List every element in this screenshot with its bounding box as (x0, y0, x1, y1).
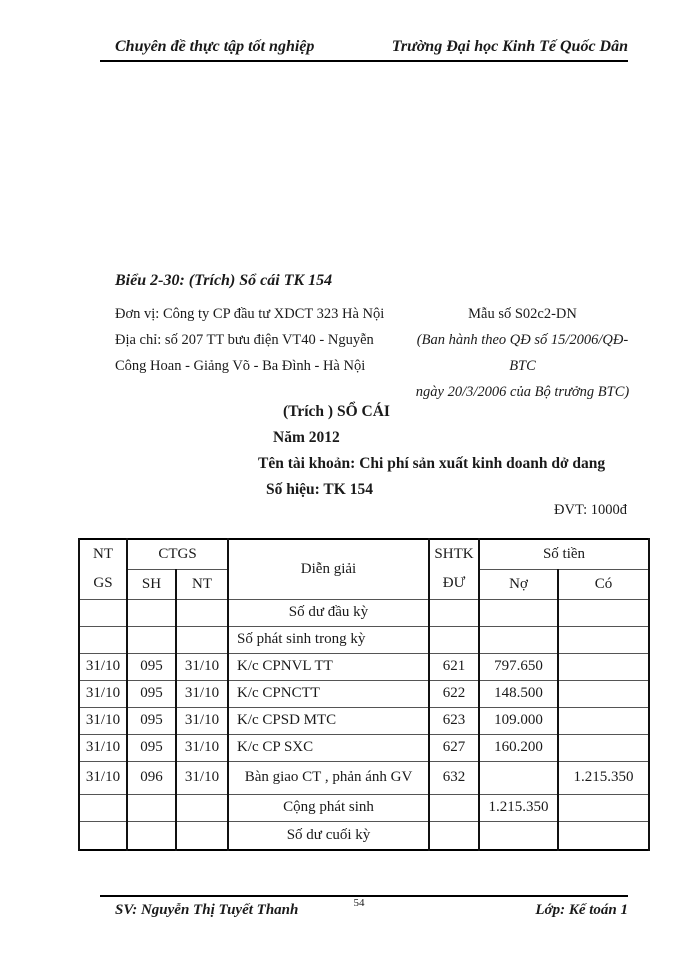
cell-shtk (429, 626, 479, 653)
company-info-block (115, 301, 640, 405)
cell-shtk: 632 (429, 761, 479, 794)
cell-sh (127, 599, 176, 626)
account-number: Số hiệu: TK 154 (266, 481, 373, 498)
running-header (115, 38, 628, 56)
table-row (79, 707, 649, 734)
cell-nt_gs: 31/10 (79, 734, 127, 761)
running-header-right: Trường Đại học Kinh Tế Quốc Dân (391, 38, 628, 55)
col-header-debit: Nợ (479, 569, 558, 599)
col-header-nt-line: NT (93, 546, 113, 563)
cell-no: 109.000 (479, 707, 558, 734)
form-number: Mẫu số S02c2-DN (468, 306, 577, 322)
company-info-left (115, 301, 405, 405)
ledger-table-body (79, 599, 649, 850)
cell-nt_gs: 31/10 (79, 680, 127, 707)
col-header-du-line: ĐƯ (442, 575, 466, 592)
col-header-shtk-line: SHTK (434, 546, 474, 563)
cell-shtk: 627 (429, 734, 479, 761)
cell-co (558, 734, 649, 761)
col-header-nt2: NT (176, 569, 228, 599)
ledger-year: Năm 2012 (273, 429, 340, 446)
cell-shtk (429, 599, 479, 626)
cell-shtk: 622 (429, 680, 479, 707)
col-header-ctgs: CTGS (127, 539, 228, 569)
account-name: Tên tài khoản: Chi phí sản xuất kinh doanh dở dang (258, 455, 606, 472)
company-address-line1: Địa chỉ: số 207 TT bưu điện VT40 - Nguyễn (115, 332, 374, 348)
cell-nt_gs (79, 794, 127, 821)
cell-shtk (429, 794, 479, 821)
cell-sh (127, 821, 176, 850)
cell-sh: 095 (127, 680, 176, 707)
page-number: 54 (353, 897, 365, 909)
unit-label: ĐVT: 1000đ (554, 502, 627, 518)
cell-co (558, 599, 649, 626)
col-header-amount: Số tiền (479, 539, 649, 569)
running-header-left: Chuyên đề thực tập tốt nghiệp (115, 38, 315, 55)
cell-nt (176, 821, 228, 850)
footer-class: Lớp: Kế toán 1 (535, 902, 628, 918)
cell-nt_gs (79, 599, 127, 626)
cell-no (479, 821, 558, 850)
cell-shtk: 623 (429, 707, 479, 734)
cell-no (479, 761, 558, 794)
cell-nt_gs: 31/10 (79, 653, 127, 680)
table-row (79, 680, 649, 707)
cell-nt: 31/10 (176, 680, 228, 707)
cell-nt (176, 599, 228, 626)
col-header-ntgs (79, 539, 127, 599)
cell-nt_gs (79, 626, 127, 653)
col-header-shtk (429, 539, 479, 599)
cell-nt: 31/10 (176, 653, 228, 680)
cell-desc: Bàn giao CT , phản ánh GV (228, 761, 429, 794)
cell-nt: 31/10 (176, 707, 228, 734)
header-rule (100, 60, 628, 62)
cell-co (558, 707, 649, 734)
cell-desc: K/c CPNCTT (228, 680, 429, 707)
cell-co (558, 653, 649, 680)
col-header-credit: Có (558, 569, 649, 599)
cell-co (558, 626, 649, 653)
cell-desc: K/c CP SXC (228, 734, 429, 761)
cell-desc: K/c CPSD MTC (228, 707, 429, 734)
col-header-description: Diễn giải (228, 539, 429, 599)
exhibit-title: Biểu 2-30: (Trích) Sổ cái TK 154 (115, 272, 333, 289)
form-issued-line1: (Ban hành theo QĐ số 15/2006/QĐ-BTC (416, 332, 629, 374)
cell-desc: Số phát sinh trong kỳ (228, 626, 429, 653)
cell-nt: 31/10 (176, 761, 228, 794)
cell-desc: K/c CPNVL TT (228, 653, 429, 680)
cell-no: 148.500 (479, 680, 558, 707)
cell-sh: 096 (127, 761, 176, 794)
cell-no (479, 599, 558, 626)
cell-co (558, 821, 649, 850)
table-row (79, 599, 649, 626)
cell-sh: 095 (127, 734, 176, 761)
ledger-table-header (79, 539, 649, 599)
cell-desc: Số dư cuối kỳ (228, 821, 429, 850)
cell-no (479, 626, 558, 653)
cell-nt (176, 626, 228, 653)
table-row (79, 653, 649, 680)
cell-co: 1.215.350 (558, 761, 649, 794)
cell-no: 1.215.350 (479, 794, 558, 821)
table-row (79, 794, 649, 821)
cell-shtk (429, 821, 479, 850)
cell-no: 797.650 (479, 653, 558, 680)
form-info-right (405, 301, 640, 405)
table-row (79, 821, 649, 850)
table-row (79, 734, 649, 761)
page-footer (100, 895, 628, 919)
cell-nt_gs: 31/10 (79, 761, 127, 794)
company-unit: Đơn vị: Công ty CP đầu tư XDCT 323 Hà Nội (115, 306, 385, 322)
company-address-line2: Công Hoan - Giảng Võ - Ba Đình - Hà Nội (115, 358, 366, 374)
cell-co (558, 794, 649, 821)
cell-nt_gs: 31/10 (79, 707, 127, 734)
ledger-heading-block (0, 399, 700, 503)
table-row (79, 626, 649, 653)
table-row (79, 761, 649, 794)
cell-sh (127, 626, 176, 653)
cell-no: 160.200 (479, 734, 558, 761)
ledger-heading: (Trích ) SỔ CÁI (283, 403, 390, 420)
form-issued-line2: ngày 20/3/2006 của Bộ trưởng BTC) (415, 384, 630, 400)
ledger-table (78, 538, 650, 851)
cell-nt: 31/10 (176, 734, 228, 761)
cell-sh: 095 (127, 707, 176, 734)
cell-desc: Cộng phát sinh (228, 794, 429, 821)
cell-sh: 095 (127, 653, 176, 680)
col-header-sh: SH (127, 569, 176, 599)
cell-nt (176, 794, 228, 821)
cell-desc: Số dư đầu kỳ (228, 599, 429, 626)
col-header-gs-line: GS (93, 575, 113, 592)
cell-nt_gs (79, 821, 127, 850)
footer-student: SV: Nguyễn Thị Tuyết Thanh (115, 902, 299, 918)
cell-co (558, 680, 649, 707)
cell-shtk: 621 (429, 653, 479, 680)
cell-sh (127, 794, 176, 821)
